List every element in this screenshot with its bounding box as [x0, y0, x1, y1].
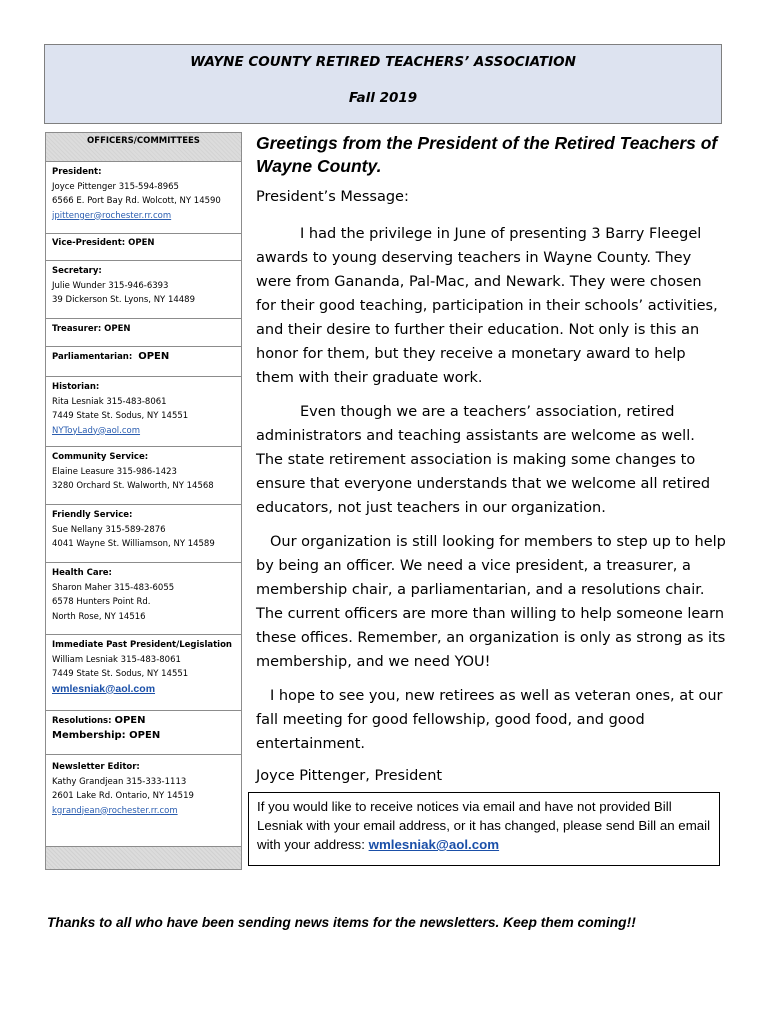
community-service-role: Community Service:: [52, 452, 149, 462]
historian-name: Rita Lesniak 315-483-8061: [52, 396, 167, 407]
divider: [45, 504, 242, 505]
newsletter-editor-section: [52, 760, 240, 818]
sidebar-title: OFFICERS/COMMITTEES: [45, 132, 242, 162]
newsletter-header: [44, 44, 722, 124]
secretary-section: [52, 264, 240, 308]
past-president-section: [52, 638, 240, 696]
president-section: [52, 165, 240, 223]
friendly-service-address: 4041 Wayne St. Williamson, NY 14589: [52, 539, 215, 549]
divider: [45, 233, 242, 234]
past-president-role: Immediate Past President/Legislation: [52, 640, 232, 650]
notice-email-link[interactable]: wmlesniak@aol.com: [368, 837, 500, 852]
divider: [45, 562, 242, 563]
divider: [45, 318, 242, 319]
divider: [45, 710, 242, 711]
health-care-section: [52, 566, 240, 624]
parliamentarian-status: OPEN: [138, 351, 170, 362]
community-service-address: 3280 Orchard St. Walworth, NY 14568: [52, 481, 214, 491]
divider: [45, 754, 242, 755]
parliamentarian-role: Parliamentarian:: [52, 352, 133, 362]
divider: [45, 260, 242, 261]
health-care-name: Sharon Maher 315-483-6055: [52, 582, 175, 593]
newsletter-editor-role: Newsletter Editor:: [52, 762, 140, 772]
secretary-role: Secretary:: [52, 266, 102, 276]
divider: [45, 634, 242, 635]
treasurer-section: [52, 322, 240, 337]
historian-role: Historian:: [52, 382, 100, 392]
message-paragraph-3: Our organization is still looking for members to step up to help by being an officer. We need a vice president, a treasurer, a membership chair, a parliamentarian, and a resolutions chair. The current officers are more than willing to help someone learn these offices. Remember, an organization is only as strong as its membership, and we need YOU!: [256, 534, 726, 670]
signature: Joyce Pittenger, President: [256, 768, 443, 784]
friendly-service-section: [52, 508, 240, 552]
message-paragraph-4: I hope to see you, new retirees as well as veteran ones, at our fall meeting for good fellowship, good food, and good entertainment.: [256, 688, 723, 752]
health-care-address-1: 6578 Hunters Point Rd.: [52, 597, 151, 607]
membership-role: Membership: OPEN: [52, 729, 161, 741]
community-service-section: [52, 450, 240, 494]
divider: [45, 346, 242, 347]
resolutions-role: Resolutions:: [52, 716, 112, 726]
health-care-address-2: North Rose, NY 14516: [52, 611, 146, 622]
officers-sidebar: [45, 132, 242, 870]
notice-text: If you would like to receive notices via email and have not provided Bill Lesniak with your email address, or it has changed, please send Bill an email with your address:: [257, 799, 711, 852]
health-care-role: Health Care:: [52, 568, 112, 578]
vice-president-section: [52, 236, 240, 251]
past-president-address: 7449 State St. Sodus, NY 14551: [52, 669, 189, 679]
friendly-service-name: Sue Nellany 315-589-2876: [52, 524, 166, 535]
community-service-name: Elaine Leasure 315-986-1423: [52, 466, 177, 477]
greeting-heading: Greetings from the President of the Retired Teachers of Wayne County.: [256, 133, 718, 176]
message-paragraph-1: I had the privilege in June of presenting 3 Barry Fleegel awards to young deserving teachers in Wayne County. They were from Gananda, Pal-Mac, and Newark. They were chosen for their good teaching, participation in their schools’ activities, and their desire to further their education. Not only is this an honor for them, but they receive a monetary award to help them with their graduate work.: [256, 226, 718, 386]
historian-section: [52, 380, 240, 438]
treasurer-role: Treasurer: OPEN: [52, 324, 131, 334]
president-email-link[interactable]: jpittenger@rochester.rr.com: [52, 210, 172, 221]
resolutions-membership-section: [52, 714, 240, 743]
issue-season: Fall 2019: [348, 90, 418, 106]
president-address: 6566 E. Port Bay Rd. Wolcott, NY 14590: [52, 196, 221, 206]
historian-address: 7449 State St. Sodus, NY 14551: [52, 411, 189, 421]
secretary-name: Julie Wunder 315-946-6393: [52, 280, 169, 291]
newsletter-editor-email-link[interactable]: kgrandjean@rochester.rr.com: [52, 805, 178, 816]
newsletter-editor-address: 2601 Lake Rd. Ontario, NY 14519: [52, 791, 194, 801]
past-president-email-link[interactable]: wmlesniak@aol.com: [52, 682, 156, 695]
resolutions-status: OPEN: [114, 715, 146, 726]
vice-president-role: Vice-President: OPEN: [52, 238, 155, 248]
president-name: Joyce Pittenger 315-594-8965: [52, 181, 179, 192]
divider: [45, 446, 242, 447]
past-president-name: William Lesniak 315-483-8061: [52, 654, 181, 665]
message-title: President’s Message:: [256, 189, 409, 205]
historian-email-link[interactable]: NYToyLady@aol.com: [52, 425, 141, 436]
message-paragraph-2: Even though we are a teachers’ association, retired administrators and teaching assistants are welcome as well. The state retirement association is making some changes to ensure that everyone understands that we welcome all retired educators, not just teachers in our organization.: [256, 404, 711, 516]
president-role: President:: [52, 167, 102, 177]
sidebar-footer-bar: [45, 846, 242, 870]
email-notice-box: [248, 792, 720, 866]
newsletter-editor-name: Kathy Grandjean 315-333-1113: [52, 776, 187, 787]
divider: [45, 376, 242, 377]
organization-title: WAYNE COUNTY RETIRED TEACHERS’ ASSOCIATION: [190, 54, 576, 70]
secretary-address: 39 Dickerson St. Lyons, NY 14489: [52, 295, 195, 305]
thanks-footer: Thanks to all who have been sending news items for the newsletters. Keep them coming!!: [47, 915, 636, 930]
friendly-service-role: Friendly Service:: [52, 510, 133, 520]
parliamentarian-section: [52, 350, 240, 365]
